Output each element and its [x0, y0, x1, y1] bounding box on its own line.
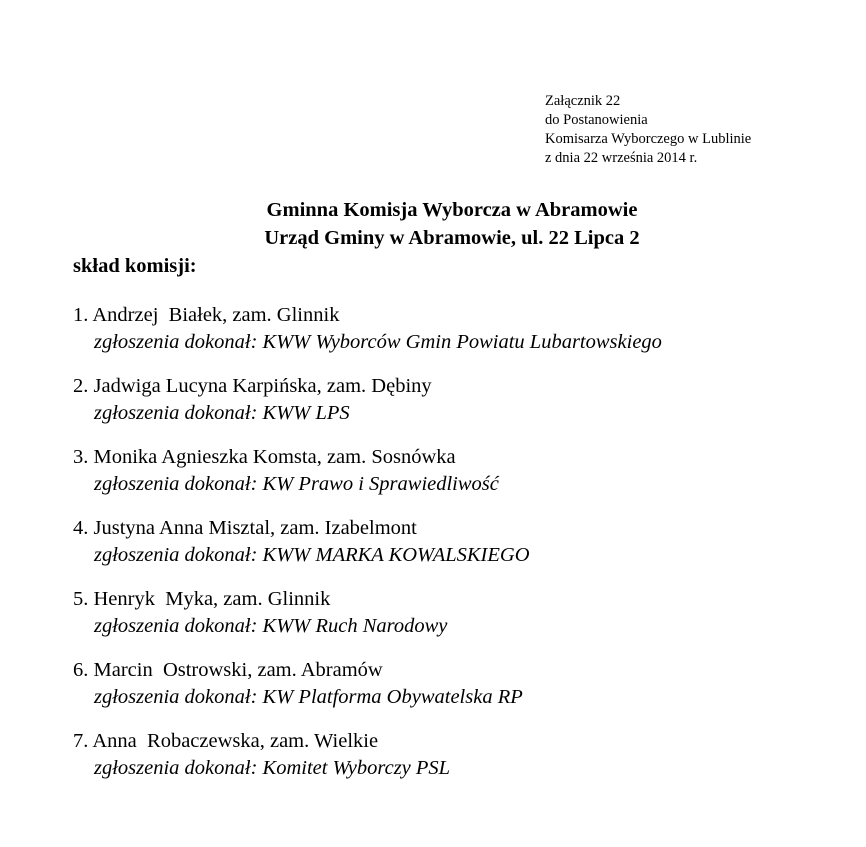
member-entry: Marcin Ostrowski, zam. Abramów	[93, 659, 383, 681]
document-heading	[0, 196, 866, 252]
member-submitted-by: zgłoszenia dokonał: KW Prawo i Sprawiedliwość	[94, 473, 499, 495]
annex-note	[545, 92, 751, 168]
member-item	[73, 728, 853, 799]
member-number: 6.	[73, 659, 89, 681]
member-number: 5.	[73, 588, 89, 610]
annex-line: z dnia 22 września 2014 r.	[545, 150, 698, 166]
member-submitted-by: zgłoszenia dokonał: KWW LPS	[94, 402, 350, 424]
member-submitted-by: zgłoszenia dokonał: KWW Wyborców Gmin Powiatu Lubartowskiego	[94, 331, 662, 353]
member-number: 2.	[73, 375, 89, 397]
annex-line: Załącznik 22	[545, 93, 621, 109]
member-item	[73, 444, 853, 515]
member-entry: Anna Robaczewska, zam. Wielkie	[92, 730, 379, 752]
annex-line: Komisarza Wyborczego w Lublinie	[545, 131, 752, 147]
member-item	[73, 515, 853, 586]
composition-label: skład komisji:	[73, 255, 197, 277]
member-entry: Andrzej Białek, zam. Glinnik	[92, 304, 340, 326]
member-submitted-by: zgłoszenia dokonał: Komitet Wyborczy PSL	[94, 757, 451, 779]
member-item	[73, 302, 853, 373]
member-number: 1.	[73, 304, 89, 326]
member-item	[73, 373, 853, 444]
member-item	[73, 657, 853, 728]
member-entry: Justyna Anna Misztal, zam. Izabelmont	[93, 517, 417, 539]
member-submitted-by: zgłoszenia dokonał: KWW Ruch Narodowy	[94, 615, 448, 637]
member-entry: Henryk Myka, zam. Glinnik	[93, 588, 331, 610]
members-list	[73, 302, 853, 799]
member-entry: Jadwiga Lucyna Karpińska, zam. Dębiny	[93, 375, 432, 397]
annex-line: do Postanowienia	[545, 112, 648, 128]
member-submitted-by: zgłoszenia dokonał: KWW MARKA KOWALSKIEGO	[94, 544, 530, 566]
member-submitted-by: zgłoszenia dokonał: KW Platforma Obywatelska RP	[94, 686, 523, 708]
commission-address: Urząd Gminy w Abramowie, ul. 22 Lipca 2	[264, 227, 640, 249]
member-number: 4.	[73, 517, 89, 539]
member-number: 3.	[73, 446, 89, 468]
member-number: 7.	[73, 730, 89, 752]
member-item	[73, 586, 853, 657]
commission-title: Gminna Komisja Wyborcza w Abramowie	[266, 199, 638, 221]
member-entry: Monika Agnieszka Komsta, zam. Sosnówka	[93, 446, 456, 468]
